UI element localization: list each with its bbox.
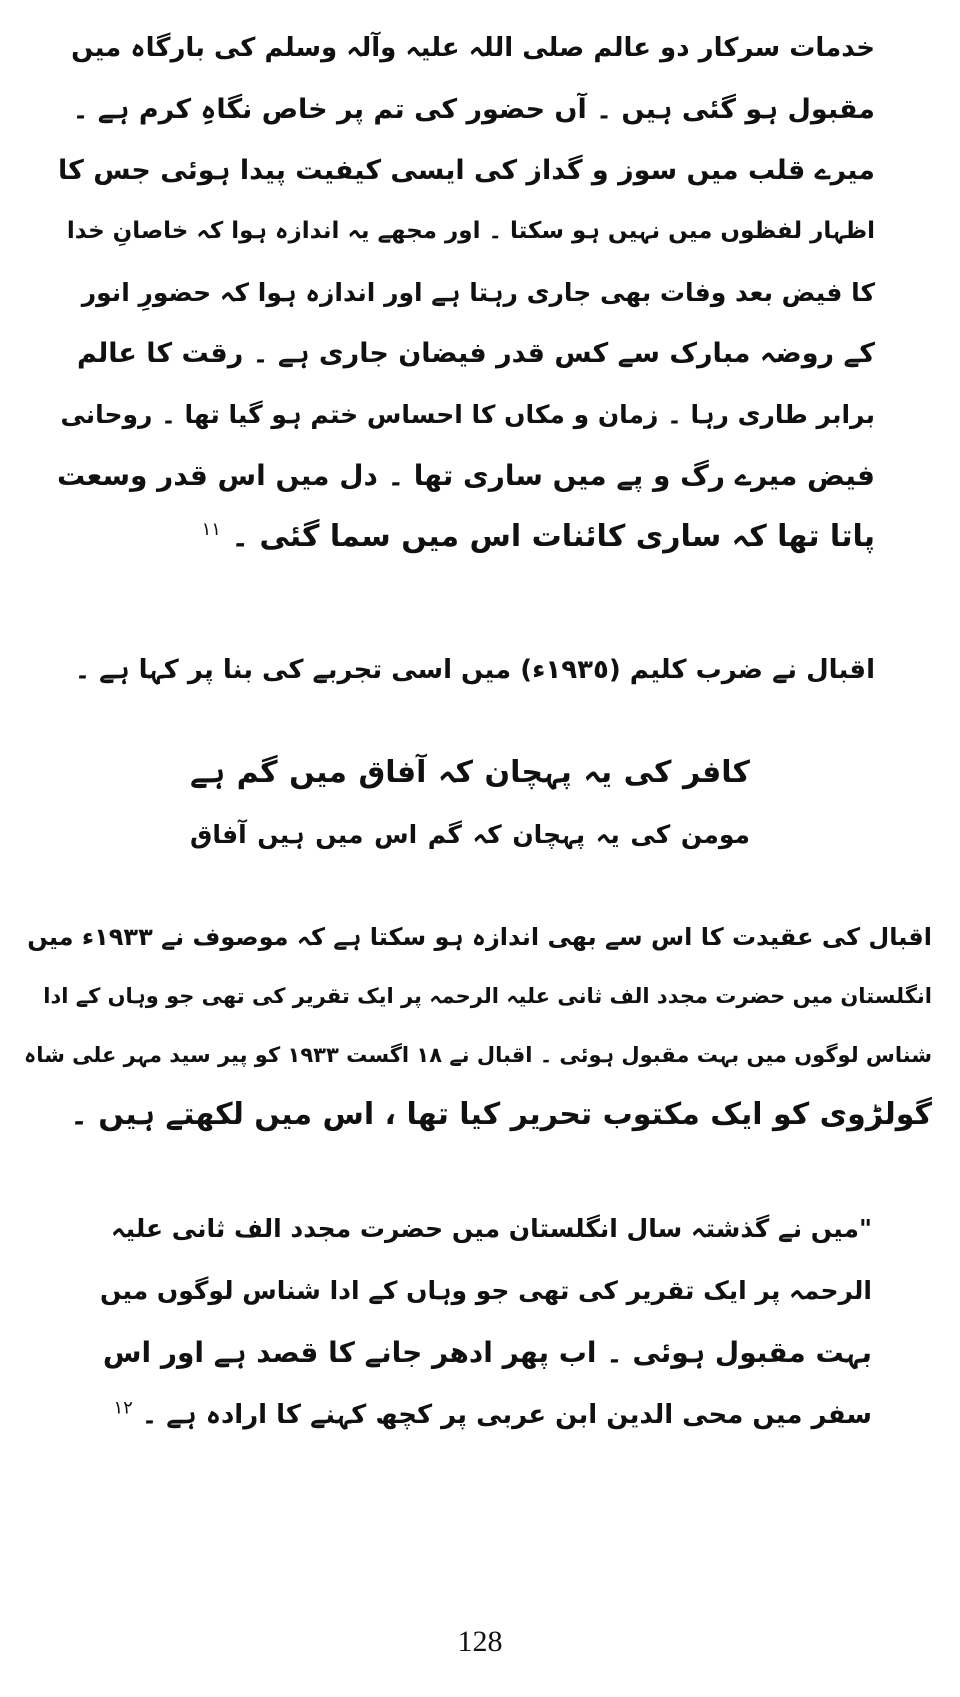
- quotation-line: الرحمہ پر ایک تقریر کی تھی جو وہاں کے ادا شناس لوگوں میں: [100, 1276, 872, 1305]
- quotation-line-last: [92, 1384, 872, 1446]
- quotation-line: بہت مقبول ہوئی ۔ اب پھر ادھر جانے کا قصد ہے اور اس: [102, 1336, 872, 1369]
- quotation-bottom: [92, 1198, 872, 1446]
- footnote-reference: ١١: [201, 519, 221, 540]
- page-number: 128: [457, 1625, 503, 1658]
- quotation-line: "میں نے گذشتہ سال انگلستان میں حضرت مجدد الف ثانی علیہ: [110, 1214, 872, 1243]
- footnote-reference: ١٢: [113, 1397, 133, 1419]
- quotation-line: برابر طاری رہا ۔ زمان و مکاں کا احساس ختم ہو گیا تھا ۔ روحانی: [60, 400, 875, 429]
- paragraph-line: انگلستان میں حضرت مجدد الف ثانی علیہ الرحمہ پر ایک تقریر کی تھی جو وہاں کے ادا: [43, 984, 932, 1008]
- quotation-line: کا فیض بعد وفات بھی جاری رہتا ہے اور اندازہ ہوا کہ حضورِ انور: [81, 278, 875, 307]
- verse-line: کافر کی یہ پہچان کہ آفاق میں گم ہے: [190, 755, 750, 790]
- quotation-text: سفر میں محی الدین ابن عربی پر کچھ کہنے کا ارادہ ہے ۔: [141, 1400, 872, 1430]
- quotation-line: خدمات سرکار دو عالم صلی اللہ علیہ وآلہ وسلم کی بارگاہ میں: [71, 33, 875, 63]
- verse-introduction: [45, 640, 875, 700]
- paragraph-line: شناس لوگوں میں بہت مقبول ہوئی ۔ اقبال نے ١٨ اگست ١٩٣٣ کو پیر سید مہر علی شاہ: [24, 1043, 932, 1067]
- intro-line: اقبال نے ضرب کلیم (١٩٣٥ء) میں اسی تجربے کی بنا پر کہا ہے ۔: [74, 655, 875, 685]
- paragraph-line: اقبال کی عقیدت کا اس سے بھی اندازہ ہو سکتا ہے کہ موصوف نے ١٩٣٣ء میں: [27, 923, 932, 951]
- paragraph-line: گولڑوی کو ایک مکتوب تحریر کیا تھا ، اس میں لکھتے ہیں ۔: [70, 1097, 932, 1132]
- verse-couplet: [190, 742, 750, 866]
- quotation-top: [55, 18, 875, 567]
- quotation-line: کے روضہ مبارک سے کس قدر فیضان جاری ہے ۔ رقت کا عالم: [76, 338, 875, 369]
- verse-line: مومن کی یہ پہچان کہ گم اس میں ہیں آفاق: [190, 820, 750, 849]
- quotation-text: پاتا تھا کہ ساری کائنات اس میں سما گئی ۔: [231, 519, 875, 554]
- quotation-line: فیض میرے رگ و پے میں ساری تھا ۔ دل میں اس قدر وسعت: [57, 459, 875, 492]
- body-paragraph: [22, 908, 932, 1144]
- quotation-line: مقبول ہو گئی ہیں ۔ آں حضور کی تم پر خاص نگاہِ کرم ہے ۔: [72, 94, 875, 125]
- quotation-line: میرے قلب میں سوز و گداز کی ایسی کیفیت پیدا ہوئی جس کا: [57, 155, 875, 186]
- quotation-line: اظہار لفظوں میں نہیں ہو سکتا ۔ اور مجھے یہ اندازہ ہوا کہ خاصانِ خدا: [66, 218, 875, 244]
- quotation-line-last: [55, 506, 875, 567]
